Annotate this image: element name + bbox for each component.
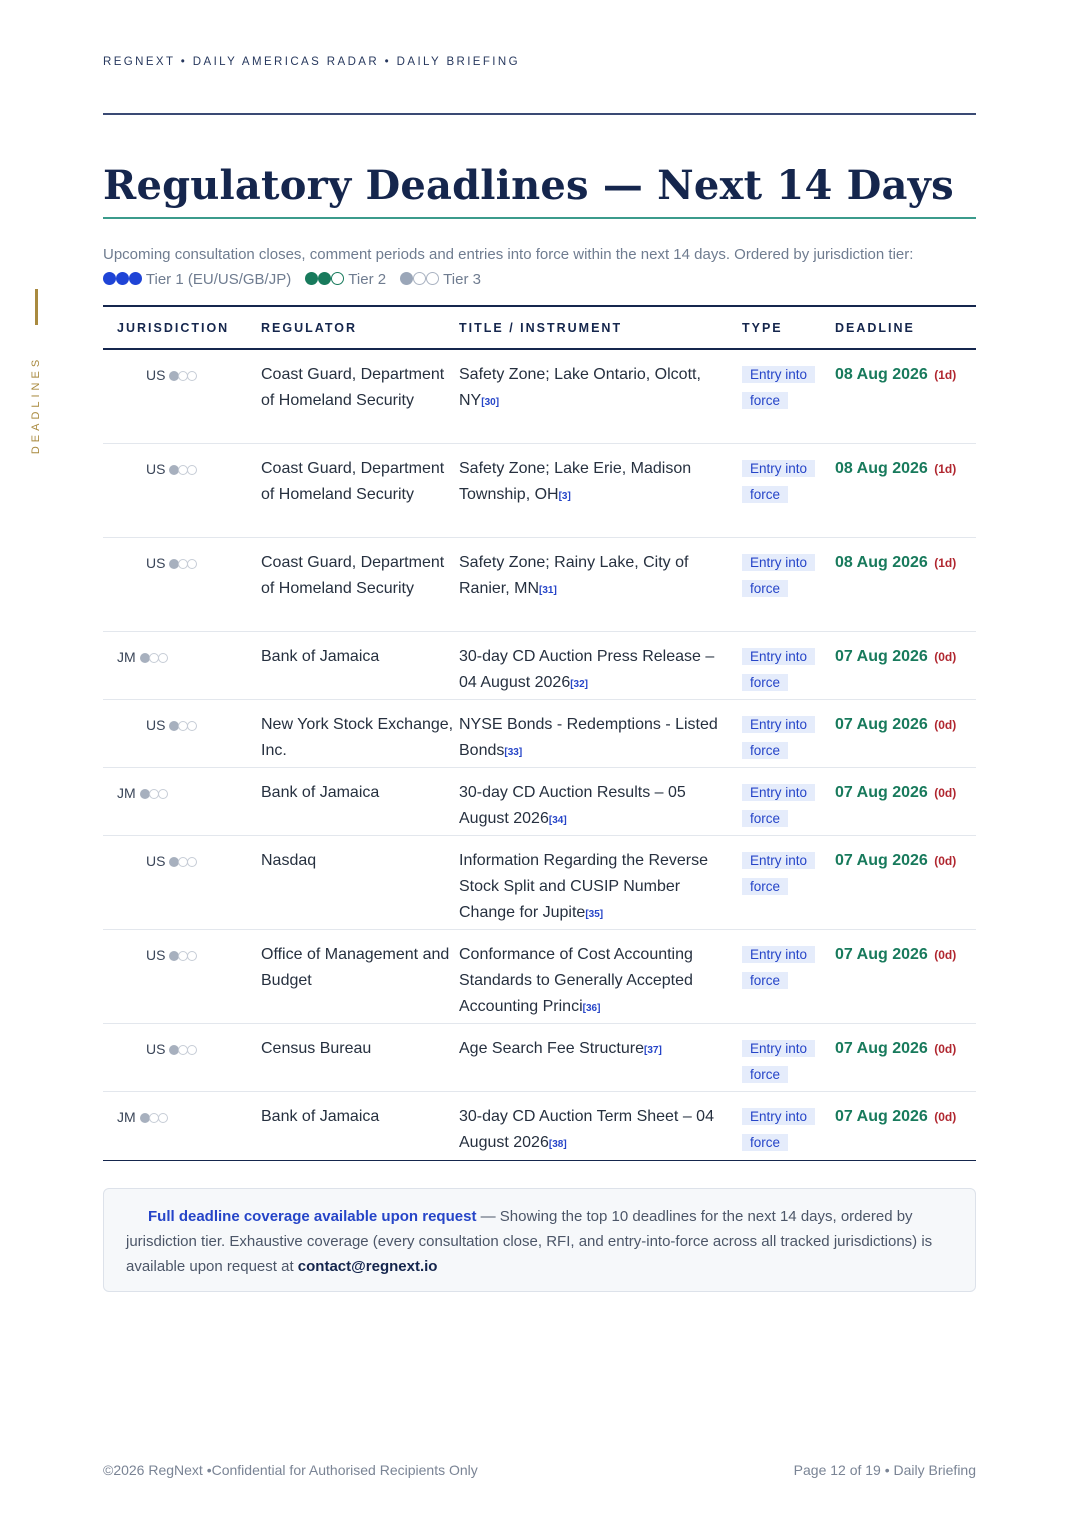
table-body: [103, 350, 976, 1160]
days-remaining: (1d): [934, 556, 957, 570]
tier-dot-empty-icon: [187, 857, 197, 867]
jurisdiction-cell: [103, 942, 261, 1023]
instrument-title: NYSE Bonds - Redemptions - Listed Bonds: [459, 716, 718, 759]
instrument-title: Safety Zone; Lake Ontario, Olcott, NY: [459, 366, 701, 409]
title-cell: [459, 1104, 742, 1160]
deadline-date: [835, 784, 956, 801]
deadline-cell: [835, 1036, 976, 1091]
tier-dot-empty-icon: [187, 951, 197, 961]
tier-dot-empty-icon: [158, 789, 168, 799]
jurisdiction-code: US: [146, 717, 166, 733]
jurisdiction-code: US: [146, 461, 166, 477]
table-row: [103, 1092, 976, 1160]
source-reference-link[interactable]: [30]: [481, 397, 500, 408]
type-cell: [742, 644, 835, 699]
tier-dot-icon: [129, 272, 142, 285]
jurisdiction-cell: [103, 1104, 261, 1160]
source-reference-link[interactable]: [34]: [548, 815, 567, 826]
col-type: TYPE: [742, 320, 783, 335]
contact-email-link[interactable]: contact@regnext.io: [297, 1258, 438, 1275]
jurisdiction-cell: [103, 712, 261, 767]
title-cell: [459, 848, 742, 929]
regulator-cell: Bank of Jamaica: [261, 784, 380, 801]
jurisdiction-cell: [103, 456, 261, 537]
source-reference-link[interactable]: [35]: [585, 909, 604, 920]
table-row: [103, 350, 976, 444]
deadline-cell: [835, 644, 976, 699]
title-cell: [459, 712, 742, 767]
type-cell: [742, 712, 835, 767]
tier-dot-icon: [400, 272, 413, 285]
regulator-cell: Bank of Jamaica: [261, 648, 380, 665]
deadline-date: [835, 554, 956, 571]
source-reference-link[interactable]: [33]: [504, 747, 523, 758]
legend-tier3-label: Tier 3: [443, 271, 481, 288]
tier-dot-icon: [103, 272, 116, 285]
jurisdiction-code: JM: [117, 649, 136, 665]
jurisdiction-cell: [103, 848, 261, 929]
page-subtitle: [103, 242, 983, 292]
table-row: [103, 632, 976, 700]
tier-dot-empty-icon: [158, 1113, 168, 1123]
section-side-label: DEADLINES: [30, 355, 42, 455]
tier-dot-empty-icon: [187, 465, 197, 475]
tier-dot-empty-icon: [187, 1045, 197, 1055]
jurisdiction-cell: [103, 644, 261, 699]
type-cell: [742, 780, 835, 835]
title-cell: [459, 456, 742, 537]
source-reference-link[interactable]: [38]: [548, 1139, 567, 1150]
title-divider: [103, 217, 976, 219]
table-row: [103, 930, 976, 1024]
deadline-cell: [835, 362, 976, 443]
deadline-date-text: 07 Aug 2026: [835, 784, 928, 801]
instrument-title: 30-day CD Auction Term Sheet – 04 August 2026: [459, 1108, 714, 1151]
deadline-date-text: 07 Aug 2026: [835, 852, 928, 869]
table-row: [103, 1024, 976, 1092]
days-remaining: (0d): [934, 786, 957, 800]
jurisdiction-cell: [103, 362, 261, 443]
source-reference-link[interactable]: [37]: [643, 1045, 662, 1056]
regulator-cell: Coast Guard, Department of Homeland Security: [261, 460, 445, 503]
section-marker: [35, 289, 38, 325]
tier-dot-icon: [116, 272, 129, 285]
subtitle-text: Upcoming consultation closes, comment periods and entries into force within the next 14 days. Ordered by jurisdiction tier:: [103, 246, 914, 263]
deadline-date: [835, 648, 956, 665]
type-cell: [742, 1036, 835, 1091]
footer-page-number: Page 12 of 19 • Daily Briefing: [793, 1462, 976, 1478]
legend-tier1-label: Tier 1 (EU/US/GB/JP): [145, 271, 292, 288]
deadline-cell: [835, 942, 976, 1023]
tier-dot-icon: [305, 272, 318, 285]
coverage-note-lead[interactable]: Full deadline coverage available upon request: [148, 1208, 477, 1225]
jurisdiction-cell: [103, 780, 261, 835]
days-remaining: (1d): [934, 462, 957, 476]
deadline-date: [835, 460, 956, 477]
type-badge: Entry into force: [742, 784, 815, 827]
type-badge: Entry into force: [742, 1108, 815, 1151]
instrument-title: Conformance of Cost Accounting Standards to Generally Accepted Accounting Princi: [459, 946, 693, 1015]
deadline-date: [835, 366, 956, 383]
deadline-date: [835, 1040, 956, 1057]
deadline-date: [835, 1108, 956, 1125]
tier-dot-empty-icon: [187, 721, 197, 731]
col-deadline: DEADLINE: [835, 320, 915, 335]
instrument-title: Safety Zone; Lake Erie, Madison Township, OH: [459, 460, 692, 503]
regulator-cell: Office of Management and Budget: [261, 946, 450, 989]
tier-dot-empty-icon: [426, 272, 439, 285]
type-badge: Entry into force: [742, 946, 815, 989]
deadline-date-text: 07 Aug 2026: [835, 1040, 928, 1057]
days-remaining: (0d): [934, 854, 957, 868]
regulator-cell: Nasdaq: [261, 852, 317, 869]
deadline-cell: [835, 1104, 976, 1160]
type-badge: Entry into force: [742, 716, 815, 759]
jurisdiction-code: JM: [117, 1109, 136, 1125]
regulator-cell: Coast Guard, Department of Homeland Security: [261, 554, 445, 597]
jurisdiction-code: US: [146, 853, 166, 869]
deadline-cell: [835, 848, 976, 929]
deadline-date-text: 08 Aug 2026: [835, 554, 928, 571]
deadline-date: [835, 716, 956, 733]
type-cell: [742, 550, 835, 631]
source-reference-link[interactable]: [31]: [539, 585, 557, 596]
table-row: [103, 444, 976, 538]
jurisdiction-cell: [103, 1036, 261, 1091]
type-badge: Entry into force: [742, 1040, 815, 1083]
header-divider: [103, 113, 976, 115]
tier-dot-empty-icon: [413, 272, 426, 285]
tier-dot-empty-icon: [158, 653, 168, 663]
deadline-cell: [835, 550, 976, 631]
regulator-cell: Coast Guard, Department of Homeland Security: [261, 366, 445, 409]
tier-dot-empty-icon: [331, 272, 344, 285]
jurisdiction-cell: [103, 550, 261, 631]
title-cell: [459, 942, 742, 1023]
source-reference-link[interactable]: [32]: [570, 679, 589, 690]
table-row: [103, 836, 976, 930]
type-cell: [742, 456, 835, 537]
type-badge: Entry into force: [742, 554, 815, 597]
legend-tier3: [400, 271, 481, 288]
title-cell: [459, 644, 742, 699]
type-badge: Entry into force: [742, 852, 815, 895]
days-remaining: (0d): [934, 650, 957, 664]
tier-dot-empty-icon: [187, 371, 197, 381]
deadline-date: [835, 946, 956, 963]
title-cell: [459, 780, 742, 835]
col-jurisdiction: JURISDICTION: [117, 320, 230, 335]
deadline-date: [835, 852, 956, 869]
days-remaining: (0d): [934, 718, 957, 732]
days-remaining: (0d): [934, 1110, 957, 1124]
running-header: REGNEXT • DAILY AMERICAS RADAR • DAILY BRIEFING: [103, 56, 520, 68]
deadline-cell: [835, 456, 976, 537]
page-title: Regulatory Deadlines — Next 14 Days: [103, 162, 954, 209]
jurisdiction-code: US: [146, 367, 166, 383]
jurisdiction-code: US: [146, 1041, 166, 1057]
legend-tier2-label: Tier 2: [348, 271, 387, 288]
source-reference-link[interactable]: [36]: [582, 1003, 601, 1014]
type-badge: Entry into force: [742, 648, 815, 691]
type-cell: [742, 848, 835, 929]
deadline-cell: [835, 780, 976, 835]
regulator-cell: Bank of Jamaica: [261, 1108, 380, 1125]
title-cell: [459, 362, 742, 443]
instrument-title: 30-day CD Auction Press Release – 04 August 2026: [459, 648, 715, 691]
type-badge: Entry into force: [742, 460, 815, 503]
deadline-date-text: 07 Aug 2026: [835, 1108, 928, 1125]
instrument-title: Safety Zone; Rainy Lake, City of Ranier, MN: [459, 554, 689, 597]
coverage-note-body: — Showing the top 10 deadlines for the next 14 days, ordered by jurisdiction tier. Exhaustive coverage (every consultation close, RFI, and entry-into-force across all tracked jurisdictions) is available upon request at: [126, 1208, 933, 1275]
table-row: [103, 768, 976, 836]
col-title: TITLE / INSTRUMENT: [459, 320, 623, 335]
deadline-date-text: 07 Aug 2026: [835, 946, 928, 963]
instrument-title: Information Regarding the Reverse Stock Split and CUSIP Number Change for Jupite: [459, 852, 709, 921]
jurisdiction-code: US: [146, 947, 166, 963]
table-row: [103, 538, 976, 632]
deadline-date-text: 07 Aug 2026: [835, 716, 928, 733]
days-remaining: (1d): [934, 368, 957, 382]
instrument-title: 30-day CD Auction Results – 05 August 2026: [459, 784, 686, 827]
footer-copyright: ©2026 RegNext •Confidential for Authorised Recipients Only: [103, 1462, 478, 1478]
title-cell: [459, 1036, 742, 1091]
title-cell: [459, 550, 742, 631]
days-remaining: (0d): [934, 948, 957, 962]
tier-dot-empty-icon: [187, 559, 197, 569]
deadline-date-text: 07 Aug 2026: [835, 648, 928, 665]
table-header: [103, 307, 976, 350]
deadline-date-text: 08 Aug 2026: [835, 366, 928, 383]
deadline-cell: [835, 712, 976, 767]
regulator-cell: New York Stock Exchange, Inc.: [261, 716, 454, 759]
regulator-cell: Census Bureau: [261, 1040, 372, 1057]
legend-tier1: [103, 271, 295, 288]
coverage-note: [103, 1188, 976, 1292]
tier-dot-icon: [318, 272, 331, 285]
days-remaining: (0d): [934, 1042, 957, 1056]
type-cell: [742, 942, 835, 1023]
deadlines-table: [103, 305, 976, 1161]
table-row: [103, 700, 976, 768]
jurisdiction-code: US: [146, 555, 166, 571]
instrument-title: Age Search Fee Structure: [459, 1040, 644, 1057]
source-reference-link[interactable]: [3]: [558, 491, 571, 502]
col-regulator: REGULATOR: [261, 320, 358, 335]
deadline-date-text: 08 Aug 2026: [835, 460, 928, 477]
type-cell: [742, 362, 835, 443]
jurisdiction-code: JM: [117, 785, 136, 801]
type-badge: Entry into force: [742, 366, 815, 409]
type-cell: [742, 1104, 835, 1160]
legend-tier2: [305, 271, 390, 288]
